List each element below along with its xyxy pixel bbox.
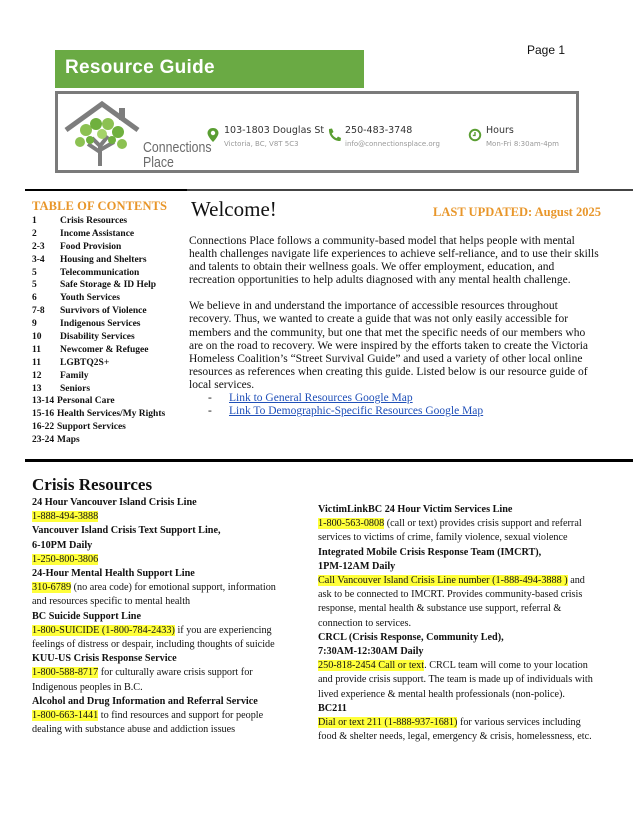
toc-item[interactable] — [32, 254, 167, 267]
toc-item[interactable] — [32, 279, 167, 292]
resource-title: Vancouver Island Crisis Text Support Line, — [32, 525, 221, 537]
resource-description: Indigenous peoples in B.C. — [32, 681, 143, 693]
toc-label: Safe Storage & ID Help — [60, 280, 157, 291]
toc-item[interactable] — [32, 331, 167, 344]
resource-description: . CRCL team will come to your location — [424, 660, 588, 672]
toc-item[interactable] — [32, 383, 167, 396]
logo-name-line2: Place — [143, 155, 174, 171]
toc-label: Disability Services — [60, 332, 135, 343]
resource-title: BC Suicide Support Line — [32, 610, 141, 622]
resource-hours: 6-10PM Daily — [32, 539, 93, 551]
toc-page-number: 15-16 — [32, 409, 55, 420]
intro-paragraph-1 — [189, 235, 629, 287]
resource-description: response, mental health & substance use support, referral & — [318, 603, 562, 615]
house-tree-logo-icon — [64, 100, 144, 168]
resource-description: food & shelter needs, legal, emergency & crisis, homelessness, etc. — [318, 731, 592, 743]
toc-item[interactable] — [32, 267, 167, 280]
toc-item[interactable] — [32, 228, 167, 241]
paragraph-line: recovery. Thus, we wanted to create a guide that was not only easily accessible for — [189, 313, 569, 326]
general-resources-map-link[interactable]: Link to General Resources Google Map — [229, 392, 413, 405]
toc-label: Housing and Shelters — [60, 254, 147, 265]
email-address[interactable]: info@connectionsplace.org — [345, 140, 440, 148]
toc-page-number: 9 — [32, 319, 37, 330]
phone-icon — [327, 127, 341, 143]
toc-page-number: 16-22 — [32, 422, 55, 433]
last-updated: LAST UPDATED: August 2025 — [433, 205, 601, 219]
toc-page-number: 12 — [32, 370, 42, 381]
resource-description: ask to be connected to IMCRT. Provides community-based crisis — [318, 589, 583, 601]
toc-item[interactable] — [32, 357, 167, 370]
paragraph-line: are on the road to recovery. We were inspired by the efforts taken to create the Victoria — [189, 339, 589, 352]
resource-description: to find resources and support for people — [98, 710, 264, 722]
toc-page-number: 11 — [32, 357, 41, 368]
demographic-resources-map-link[interactable]: Link To Demographic-Specific Resources Google Map — [229, 405, 484, 418]
phone-highlight[interactable]: 1-250-800-3806 — [32, 553, 99, 565]
toc-page-number: 5 — [32, 280, 37, 291]
toc-label: Support Services — [57, 422, 126, 433]
toc-label: Seniors — [60, 383, 91, 394]
paragraph-line: Homeless Coalition’s “Street Survival Guide” and used a variety of other local online — [189, 352, 583, 365]
resource-title: KUU-US Crisis Response Service — [32, 653, 177, 665]
welcome-intro — [189, 235, 629, 418]
address-line1: 103-1803 Douglas St — [224, 125, 325, 136]
page-number: Page 1 — [527, 43, 566, 57]
phone-highlight[interactable]: 250-818-2454 Call or text — [318, 660, 425, 672]
resource-title: 24-Hour Mental Health Support Line — [32, 568, 195, 580]
toc-label: Income Assistance — [60, 228, 135, 239]
phone-highlight[interactable]: 1-800-SUICIDE (1-800-784-2433) — [32, 624, 175, 636]
toc-label: Family — [60, 370, 89, 381]
toc-label: Indigenous Services — [60, 319, 141, 330]
table-of-contents — [32, 199, 167, 447]
toc-item[interactable] — [32, 344, 167, 357]
phone-highlight[interactable]: 1-800-588-8717 — [32, 667, 99, 679]
address-line2: Victoria, BC, V8T 5C3 — [224, 140, 299, 148]
toc-page-number: 3-4 — [32, 254, 45, 265]
paragraph-line: We believe in and understand the importance of accessible resources throughout — [189, 300, 558, 313]
toc-label: LGBTQ2S+ — [60, 357, 110, 368]
paragraph-line: health challenges navigate life experiences to achieve self-reliance, and to use their skills — [189, 248, 599, 261]
toc-item[interactable] — [32, 292, 167, 305]
toc-label: Telecommunication — [60, 267, 140, 278]
banner-title: Resource Guide — [65, 57, 215, 78]
toc-page-number: 10 — [32, 332, 42, 343]
resource-title: Integrated Mobile Crisis Response Team (IMCRT), — [318, 546, 542, 558]
resource-description: and provide crisis support. The team is made up of individuals with — [318, 674, 593, 686]
section-divider — [25, 459, 633, 462]
crisis-right-column — [318, 503, 628, 744]
toc-item[interactable] — [32, 318, 167, 331]
resource-description: (no area code) for emotional support, information — [71, 582, 276, 594]
top-divider — [25, 189, 633, 191]
phone-highlight[interactable]: 1-888-494-3888 — [32, 511, 99, 523]
map-link-item — [189, 405, 629, 418]
resource-description: for various services including — [457, 717, 581, 729]
toc-item[interactable] — [32, 408, 167, 421]
toc-label: Crisis Resources — [60, 216, 128, 226]
resource-description: connection to services. — [318, 617, 412, 629]
toc-item[interactable] — [32, 421, 167, 434]
toc-item[interactable] — [32, 395, 167, 408]
intro-paragraph-2 — [189, 300, 629, 392]
toc-item[interactable] — [32, 215, 167, 228]
phone-number[interactable]: 250-483-3748 — [345, 125, 413, 136]
toc-page-number: 5 — [32, 267, 37, 278]
resource-title: CRCL (Crisis Response, Community Led), — [318, 631, 504, 643]
toc-title: TABLE OF CONTENTS — [32, 199, 168, 213]
crisis-resources-heading: Crisis Resources — [32, 475, 153, 494]
map-links — [189, 392, 629, 418]
resource-hours: 7:30AM-12:30AM Daily — [318, 646, 424, 658]
resource-title: 24 Hour Vancouver Island Crisis Line — [32, 497, 197, 508]
toc-page-number: 23-24 — [32, 435, 55, 446]
toc-label: Health Services/My Rights — [57, 409, 166, 420]
location-pin-icon — [206, 127, 220, 143]
toc-page-number: 13-14 — [32, 396, 55, 407]
toc-page-number: 1 — [32, 216, 37, 226]
hours-value: Mon-Fri 8:30am-4pm — [486, 140, 559, 148]
phone-highlight[interactable]: Call Vancouver Island Crisis Line number (1-888-494-3888 ) — [318, 575, 568, 587]
phone-highlight[interactable]: 1-800-563-0808 — [318, 518, 385, 530]
clock-icon — [468, 127, 482, 143]
resource-guide-banner — [55, 50, 364, 88]
toc-page-number: 11 — [32, 344, 41, 355]
resource-description: dealing with substance abuse and addiction issues — [32, 724, 236, 736]
toc-page-number: 13 — [32, 383, 42, 394]
toc-label: Personal Care — [57, 396, 115, 407]
toc-item[interactable] — [32, 241, 167, 254]
toc-label: Youth Services — [60, 293, 120, 304]
paragraph-line: Connections Place follows a community-based model that helps people with mental — [189, 235, 575, 247]
organization-info-box — [55, 91, 579, 173]
hours-label: Hours — [486, 125, 514, 136]
paragraph-line: members and the community, but one that met the specific needs of our members who — [189, 326, 586, 339]
toc-page-number: 6 — [32, 293, 37, 304]
toc-label: Newcomer & Refugee — [60, 344, 149, 355]
resource-description: services to victims of crime, family violence, sexual violence — [318, 532, 568, 544]
paragraph-line: recreation opportunities to help adults diagnosed with any mental health challenge. — [189, 274, 571, 287]
phone-highlight[interactable]: 310-6789 — [32, 582, 72, 594]
paragraph-line: local services. — [189, 378, 255, 391]
resource-description: for culturally aware crisis support for — [98, 667, 253, 679]
toc-label: Food Provision — [60, 241, 122, 252]
map-link-item — [189, 392, 629, 405]
resource-title: Alcohol and Drug Information and Referral Service — [32, 695, 258, 707]
resource-title: BC211 — [318, 702, 347, 714]
toc-item[interactable] — [32, 305, 167, 318]
toc-item[interactable] — [32, 370, 167, 383]
resource-description: and resources specific to mental health — [32, 596, 191, 608]
toc-item[interactable] — [32, 434, 167, 447]
toc-page-number: 2-3 — [32, 241, 45, 252]
toc-page-number: 7-8 — [32, 306, 45, 317]
welcome-heading: Welcome! — [191, 197, 277, 221]
resource-hours: 1PM-12AM Daily — [318, 560, 396, 572]
resource-description: lived experience & mental health professionals (non-police). — [318, 688, 565, 700]
crisis-left-column — [32, 496, 302, 737]
resource-description: if you are experiencing — [174, 624, 272, 636]
toc-label: Survivors of Violence — [60, 306, 147, 317]
toc-page-number: 2 — [32, 228, 37, 239]
toc-label: Maps — [57, 435, 80, 446]
resource-title: VictimLinkBC 24 Hour Victim Services Line — [318, 504, 513, 515]
phone-highlight[interactable]: 1-800-663-1441 — [32, 710, 99, 722]
paragraph-line: resources as references when creating this guide. Listed below is our resource guide of — [189, 365, 588, 378]
resource-description: and — [567, 575, 585, 587]
connections-place-logo — [64, 100, 212, 171]
phone-highlight[interactable]: Dial or text 211 (1-888-937-1681) — [318, 717, 458, 729]
paragraph-line: and talents to obtain their wellness goals. We offer employment, education, and — [189, 261, 555, 274]
toc-list — [32, 215, 167, 447]
logo-name-line1: Connections — [143, 140, 212, 156]
resource-description: (call or text) provides crisis support and referral — [384, 518, 582, 530]
logo-text — [143, 141, 212, 171]
resource-description: feelings of distress or despair, including thoughts of suicide — [32, 639, 275, 651]
